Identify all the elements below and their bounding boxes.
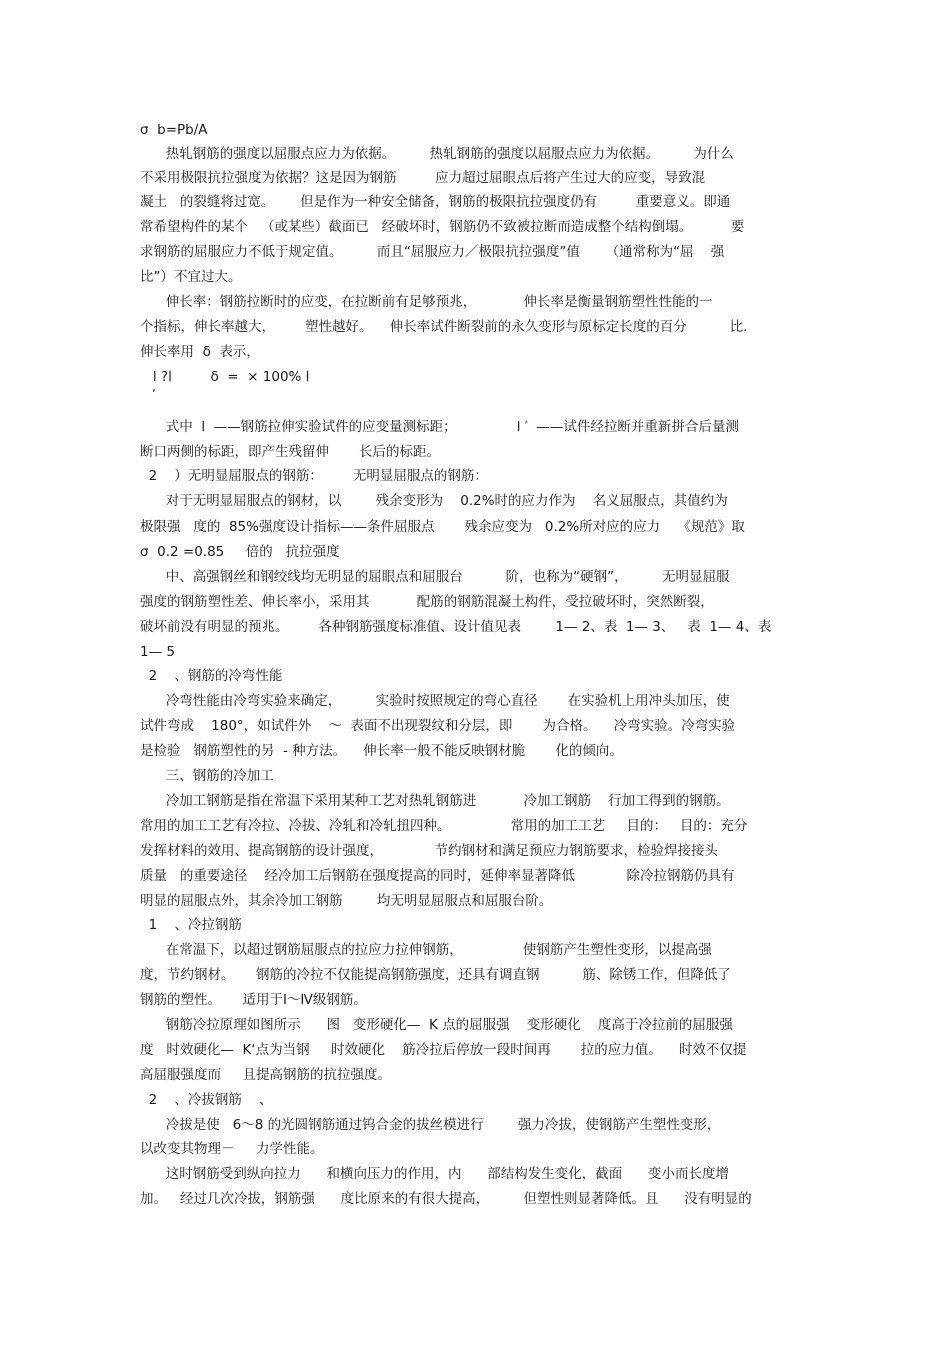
- text-line: 以改变其物理－ 力学性能。: [140, 1141, 324, 1157]
- text-line: 钢筋冷拉原理如图所示 图 变形硬化— K 点的屈服强 变形硬化 度高于冷拉前的屈服强: [140, 1017, 733, 1033]
- text-line: 式中 l ——钢筋拉伸实验试件的应变量测标距； l ′ ——试件经拉断并重新拼合后量测: [140, 419, 739, 435]
- text-line: 热轧钢筋的强度以屈服点应力为依据。 热轧钢筋的强度以屈服点应力为依据。 为什么: [140, 146, 734, 162]
- text-line: 度，节约钢材。 钢筋的冷拉不仅能提高钢筋强度，还具有调直钢 筋、除锈工作，但降低了: [140, 967, 731, 983]
- text-line: 伸长率：钢筋拉断时的应变，在拉断前有足够预兆， 伸长率是衡量钢筋塑性性能的一: [140, 294, 713, 310]
- text-line: 比”）不宜过大。: [140, 269, 242, 285]
- text-line: 度 时效硬化— K‘点为当钢 时效硬化 筋冷拉后停放一段时间再 拉的应力值。 时效不仅提: [140, 1042, 747, 1058]
- section-heading: 2 、钢筋的冷弯性能: [140, 668, 283, 684]
- text-line: 凝土 的裂缝将过宽。 但是作为一种安全储备，钢筋的极限抗拉强度仍有 重要意义。即通: [140, 194, 731, 210]
- text-line: 不采用极限抗拉强度为依据？这是因为钢筋 应力超过屈眼点后将产生过大的应变，导致混: [140, 170, 706, 186]
- text-line: σ 0.2 =0.85 倍的 抗拉强度: [140, 544, 340, 560]
- text-line: 质量 的重要途径 经冷加工后钢筋在强度提高的同时，延伸率显著降低 除冷拉钢筋仍具有: [140, 868, 735, 884]
- text-line: 破坏前没有明显的预兆。 各种钢筋强度标准值、设计值见表 1— 2、表 1— 3、 表 1— 4、表: [140, 619, 772, 635]
- text-line: 钢筋的塑性。 适用于Ⅰ～Ⅳ级钢筋。: [140, 992, 367, 1008]
- text-line: 加。 经过几次冷拔，钢筋强 度比原来的有很大提高， 但塑性则显著降低。且 没有明显的: [140, 1191, 752, 1207]
- formula-line: l ?l δ = × 100% l: [140, 369, 310, 385]
- text-line: 常用的加工工艺有冷拉、冷拔、冷轧和冷轧扭四种。 常用的加工工艺 目的： 目的：充分: [140, 818, 748, 834]
- text-line: 极限强 度的 85%强度设计指标——条件屈服点 残余应变为 0.2%所对应的应力 《规范》取: [140, 519, 745, 535]
- text-line: 高屈服强度而 且提高钢筋的抗拉强度。: [140, 1067, 391, 1083]
- text-line: 试件弯成 180°，如试件外 ～ 表面不出现裂纹和分层，即 为合格。 冷弯实验。冷弯实验: [140, 718, 736, 734]
- text-line: 伸长率用 δ 表示，: [140, 344, 260, 360]
- section-heading: 1 、冷拉钢筋: [140, 917, 242, 933]
- text-line: 中、高强钢丝和钢绞线均无明显的屈眼点和屈服台 阶，也称为“硬钢”， 无明显屈服: [140, 569, 730, 585]
- text-line: 冷弯性能由冷弯实验来确定， 实验时按照规定的弯心直径 在实验机上用冲头加压，使: [140, 693, 730, 709]
- text-line: 个指标，伸长率越大， 塑性越好。 伸长率试件断裂前的永久变形与原标定长度的百分 比．: [140, 319, 757, 335]
- text-line: 断口两侧的标距，即产生残留伸 长后的标距。: [140, 444, 441, 460]
- text-line: 冷加工钢筋是指在常温下采用某种工艺对热轧钢筋进 冷加工钢筋 行加工得到的钢筋。: [140, 793, 730, 809]
- text-line: 求钢筋的屈服应力不低于规定值。 而且“屈服应力／极限抗拉强度”值 （通常称为“屈 强: [140, 244, 725, 260]
- text-line: 对于无明显屈服点的钢材，以 残余变形为 0.2%时的应力作为 名义屈服点，其值约为: [140, 493, 728, 509]
- text-line: 冷拔是使 6～8 的光圆钢筋通过钨合金的拔丝模进行 强力冷拔，使钢筋产生塑性变形，: [140, 1117, 721, 1133]
- text-line: 强度的钢筋塑性差、伸长率小，采用其 配筋的钢筋混凝土构件，受拉破坏时，突然断裂，: [140, 594, 714, 610]
- section-heading: 2 ）无明显屈服点的钢筋： 无明显屈服点的钢筋：: [140, 468, 488, 484]
- section-heading: 三、钢筋的冷加工: [140, 768, 274, 784]
- text-line: σ b=Pb/A: [140, 122, 208, 138]
- formula-subscript: ʼ: [140, 386, 156, 401]
- text-line: 常希望构件的某个 （或某些）截面已 经破坏时，钢筋仍不致被拉断而造成整个结构倒塌。 要: [140, 219, 745, 235]
- text-line: 是检验 钢筋塑性的另 - 种方法。 伸长率一般不能反映钢材脆 化的倾向。: [140, 743, 623, 759]
- text-line: 明显的屈服点外，其余冷加工钢筋 均无明显屈服点和屈服台阶。: [140, 893, 553, 909]
- text-line: 这时钢筋受到纵向拉力 和横向压力的作用，内 部结构发生变化，截面 变小而长度增: [140, 1166, 729, 1182]
- text-line: 1— 5: [140, 644, 175, 660]
- section-heading: 2 、冷拔钢筋 、: [140, 1092, 273, 1108]
- text-line: 发挥材料的效用、提高钢筋的设计强度， 节约钢材和满足预应力钢筋要求，检验焊接接头: [140, 843, 718, 859]
- text-line: 在常温下，以超过钢筋屈服点的拉应力拉伸钢筋， 使钢筋产生塑性变形，以提高强: [140, 942, 712, 958]
